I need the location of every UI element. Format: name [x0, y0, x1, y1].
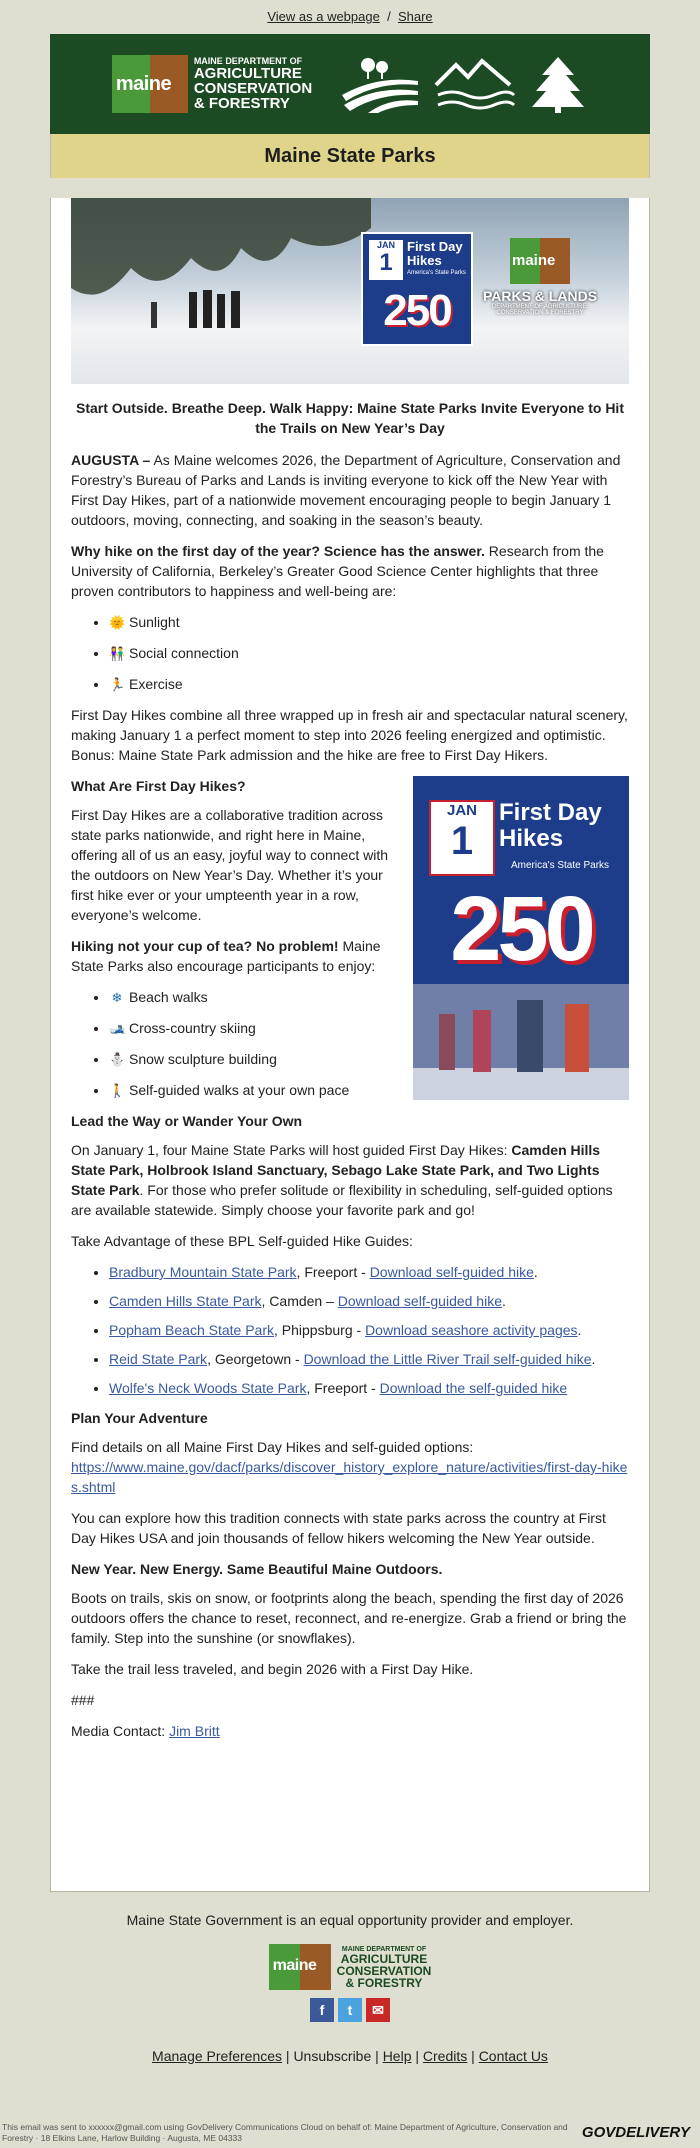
help-link[interactable]: Help — [382, 2048, 412, 2064]
end-marks: ### — [71, 1692, 95, 1708]
park-link[interactable]: Wolfe's Neck Woods State Park — [109, 1380, 307, 1396]
plan-text: Find details on all Maine First Day Hikes and self-guided options: — [71, 1439, 474, 1455]
header-banner — [50, 34, 650, 134]
footer-logo-word: maine — [272, 1957, 317, 1974]
link-separator: | — [415, 2048, 420, 2064]
park-link[interactable]: Bradbury Mountain State Park — [109, 1264, 297, 1280]
poster-250: 250 — [450, 878, 592, 980]
dacf-logo — [112, 55, 312, 113]
what-heading: What Are First Day Hikes? — [71, 778, 246, 794]
people-icon: 👫 — [109, 646, 126, 661]
parks-logo-word: maine — [512, 252, 556, 269]
why-bold: Why hike on the first day of the year? Science has the answer. — [71, 543, 485, 559]
explore-paragraph: You can explore how this tradition connects with state parks across the country at First Day Hikes USA and join thousands of fellow hikers welcoming the New Year outside. — [71, 1510, 606, 1546]
list-item — [109, 1291, 629, 1311]
view-as-webpage-link[interactable]: View as a webpage — [267, 9, 380, 24]
credits-link[interactable]: Credits — [422, 2048, 468, 2064]
first-day-hikes-url-link[interactable]: https://www.maine.gov/dacf/parks/discover_history_explore_nature/activities/first-day-hikes.shtml — [71, 1459, 628, 1495]
badge-jan: JAN — [376, 240, 395, 250]
download-link[interactable]: Download seashore activity pages — [365, 1322, 578, 1338]
what-paragraph: First Day Hikes are a collaborative tradition across state parks nationwide, and right here in Maine, offering all of us an easy, joyful way to connect with the outdoors on New Year’s Day. Whether it’s your first hike ever or your umpteenth year in a row, everyone’s welcome. — [71, 807, 388, 923]
lead-heading: Lead the Way or Wander Your Own — [71, 1113, 303, 1129]
media-contact-link[interactable]: Jim Britt — [169, 1723, 220, 1739]
why-text: Research from the University of California, Berkeley’s Greater Good Science Center highlights that three proven contributors to happiness and well-being are: — [71, 543, 604, 599]
download-link[interactable]: Download the Little River Trail self-guided hike — [303, 1351, 592, 1367]
list-item — [109, 1320, 629, 1340]
footer-dept-line-2: AGRICULTURE — [340, 1951, 428, 1966]
download-link[interactable]: Download the self-guided hike — [379, 1380, 568, 1396]
top-links — [0, 0, 700, 34]
list-item-label: Beach walks — [129, 989, 208, 1005]
park-link[interactable]: Popham Beach State Park — [109, 1322, 274, 1338]
top-links-separator: / — [387, 9, 391, 24]
share-link[interactable]: Share — [397, 9, 433, 24]
park-town: , Freeport - — [296, 1264, 370, 1280]
walker-icon: 🚶 — [109, 1083, 126, 1098]
park-town: , Georgetown - — [207, 1351, 304, 1367]
list-item — [109, 1262, 629, 1282]
item-end: . — [591, 1351, 596, 1367]
why-paragraph — [71, 541, 629, 601]
link-separator: | — [375, 2048, 379, 2064]
runner-icon: 🏃 — [109, 677, 126, 692]
badge-title: First Day Hikes — [407, 239, 463, 268]
dateline: AUGUSTA – — [71, 452, 151, 468]
dept-line-1: MAINE DEPARTMENT OF — [193, 56, 303, 66]
take-paragraph: Take Advantage of these BPL Self-guided Hike Guides: — [71, 1233, 413, 1249]
plan-paragraph — [71, 1437, 629, 1497]
intro-text: As Maine welcomes 2026, the Department of Agriculture, Conservation and Forestry’s Bureau of Parks and Lands is inviting everyone to kick off the New Year with First Day Hikes, part of a nationwide movement encouraging people to begin January 1 outdoors, moving, connecting, and soaking in the season’s beauty. — [71, 452, 621, 528]
newyear-paragraph: Boots on trails, skis on snow, or footprints along the beach, spending the first day of 2026 outdoors offers the chance to reset, reconnect, and re-energize. Grab a friend or bring the family. Step into the sunshine (or snowflakes). — [71, 1590, 627, 1646]
winter-trees-icon — [71, 198, 371, 338]
email-icon[interactable]: ✉ — [366, 1998, 390, 2022]
list-item — [109, 643, 629, 664]
item-end: . — [577, 1322, 582, 1338]
legal-text: This email was sent to xxxxxx@gmail.com using GovDelivery Communications Cloud on behalf of: Maine Department of Agriculture, Conservation and Forestry · 18 Elkins Lane, Harlow Building · Augusta, ME 04333 — [2, 2122, 568, 2143]
link-separator: | — [471, 2048, 475, 2064]
closing-paragraph: Take the trail less traveled, and begin 2026 with a First Day Hike. — [71, 1661, 474, 1677]
poster-jan: JAN — [446, 802, 477, 819]
headline: Start Outside. Breathe Deep. Walk Happy: Maine State Parks Invite Everyone to Hit the Trails on New Year’s Day — [76, 400, 624, 436]
social-links — [0, 1998, 700, 2022]
poster-day: 1 — [450, 819, 474, 863]
farm-field-icon — [338, 55, 422, 113]
contact-us-link[interactable]: Contact Us — [478, 2048, 548, 2064]
park-town: , Phippsburg - — [274, 1322, 366, 1338]
eop-statement: Maine State Government is an equal opportunity provider and employer. — [126, 1912, 574, 1928]
dept-line-4: & FORESTRY — [193, 95, 290, 112]
list-item-label: Exercise — [129, 676, 183, 692]
first-day-hikes-badge — [361, 232, 473, 346]
poster-subtitle: America's State Parks — [511, 860, 610, 871]
poster-title: First Day Hikes — [499, 799, 602, 852]
list-item-label: Cross-country skiing — [129, 1020, 256, 1036]
link-separator: | — [285, 2048, 290, 2064]
ski-icon: 🎿 — [109, 1021, 126, 1036]
park-town: , Camden – — [261, 1293, 338, 1309]
article-card — [50, 198, 650, 1892]
plan-heading: Plan Your Adventure — [71, 1410, 208, 1426]
unsubscribe-link[interactable]: Unsubscribe — [293, 2048, 372, 2064]
badge-day: 1 — [379, 249, 393, 276]
footer-links — [0, 2048, 700, 2064]
sun-icon: 🌞 — [109, 615, 126, 630]
lead-paragraph — [71, 1140, 629, 1220]
footer-dept-line-1: MAINE DEPARTMENT OF — [341, 1945, 427, 1953]
footer-dacf-logo — [0, 1944, 700, 1990]
footer-dept-line-4: & FORESTRY — [345, 1975, 423, 1990]
list-item — [109, 1349, 629, 1369]
logo-word: maine — [115, 73, 172, 95]
page-title: Maine State Parks — [50, 134, 650, 178]
media-contact — [71, 1721, 629, 1741]
mountain-water-icon — [432, 55, 518, 113]
combine-paragraph: First Day Hikes combine all three wrapped up in fresh air and spectacular natural scenery, making January 1 a perfect moment to step into 2026 feeling energized and optimistic. Bonus: Maine State Park admission and the hike are free to First Day Hikers. — [71, 707, 628, 763]
twitter-icon[interactable]: t — [338, 1998, 362, 2022]
park-link[interactable]: Camden Hills State Park — [109, 1293, 262, 1309]
list-item-label: Snow sculpture building — [129, 1051, 277, 1067]
manage-preferences-link[interactable]: Manage Preferences — [152, 2048, 283, 2064]
snowman-icon: ⛄ — [109, 1052, 126, 1067]
pine-tree-icon — [528, 55, 588, 113]
park-town: , Freeport - — [306, 1380, 380, 1396]
first-day-hikes-poster — [413, 776, 629, 1100]
list-item-label: Social connection — [129, 645, 239, 661]
hikers-photo-icon — [413, 984, 629, 1100]
tea-bold: Hiking not your cup of tea? No problem! — [71, 938, 339, 954]
list-item — [109, 612, 629, 633]
badge-subtitle: America's State Parks — [407, 270, 466, 276]
park-link[interactable]: Reid State Park — [109, 1351, 208, 1367]
guides-list — [71, 1262, 629, 1398]
hero-image — [71, 198, 629, 384]
parks-lands-logo — [475, 238, 605, 316]
badge-250: 250 — [383, 286, 451, 335]
lead-parks: Camden Hills State Park, Holbrook Island Sanctuary, Sebago Lake State Park, and Two Lights State Park — [71, 1142, 601, 1198]
contributors-list — [71, 612, 629, 695]
lead-post: . For those who prefer solitude or flexibility in scheduling, self-guided options are available statewide. Simply choose your favorite park and go! — [71, 1182, 613, 1218]
snowflake-icon: ❄ — [111, 990, 123, 1005]
parks-lands-sub: DEPARTMENT OF AGRICULTURE, CONSERVATION & FORESTRY — [491, 304, 589, 316]
dept-line-3: CONSERVATION — [193, 80, 313, 97]
download-link[interactable]: Download self-guided hike — [369, 1264, 534, 1280]
footer — [0, 1908, 700, 2064]
list-item — [109, 1378, 629, 1398]
newyear-heading: New Year. New Energy. Same Beautiful Maine Outdoors. — [71, 1561, 443, 1577]
list-item — [109, 674, 629, 695]
lead-pre: On January 1, four Maine State Parks will host guided First Day Hikes: — [71, 1142, 512, 1158]
tea-text: Maine State Parks also encourage participants to enjoy: — [71, 938, 381, 974]
intro-paragraph — [71, 450, 629, 530]
download-link[interactable]: Download self-guided hike — [337, 1293, 502, 1309]
facebook-icon[interactable]: f — [310, 1998, 334, 2022]
item-end: . — [502, 1293, 506, 1309]
parks-lands-text: PARKS & LANDS — [482, 288, 598, 304]
list-item-label: Sunlight — [129, 614, 180, 630]
list-item-label: Self-guided walks at your own pace — [129, 1082, 350, 1098]
footer-dept-line-3: CONSERVATION — [336, 1963, 432, 1978]
media-contact-label: Media Contact: — [71, 1723, 170, 1739]
govdelivery-logo: GOVDELIVERY — [581, 2124, 690, 2141]
email-container — [50, 34, 650, 1892]
item-end: . — [533, 1264, 538, 1280]
dept-line-2: AGRICULTURE — [193, 65, 302, 82]
